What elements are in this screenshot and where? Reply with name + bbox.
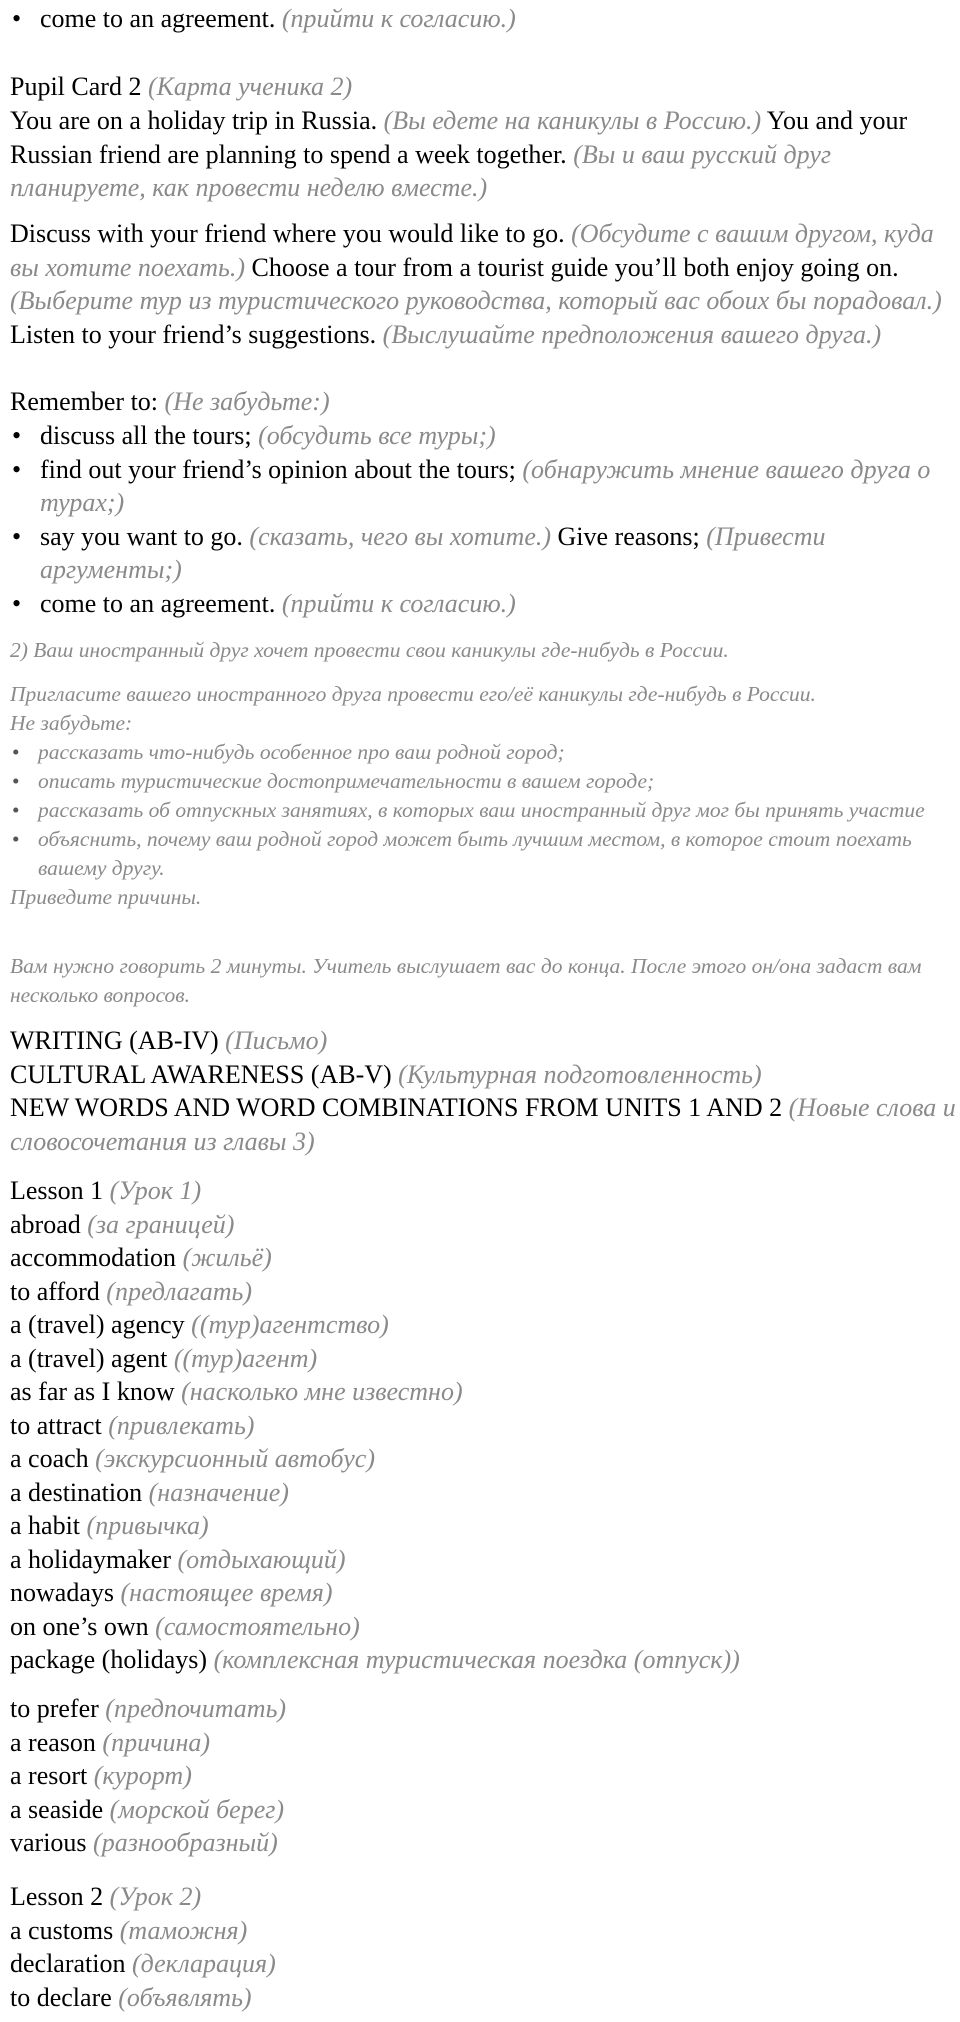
word-ru: (настоящее время) [120,1578,333,1607]
lesson-title-ru: (Урок 2) [109,1882,202,1911]
list-item: • рассказать об отпускных занятиях, в которых ваш иностранный друг мог бы принять участие [10,796,958,825]
word-en: accommodation [10,1243,177,1272]
word-ru: (жильё) [182,1243,272,1272]
word-en: declaration [10,1949,126,1978]
task2-remember: Не забудьте: [10,711,133,735]
card-title-ru: (Карта ученика 2) [147,72,353,101]
word-ru: (причина) [102,1727,211,1757]
bullet-ru: (обнаружить мнение вашего друга о турах;) [40,454,931,517]
top-bullet-ru: (прийти к согласию.) [281,4,516,33]
word-en: various [10,1828,87,1857]
list-item [10,1308,958,1342]
word-ru: ((тур)агент) [173,1343,318,1373]
word-ru: (разнообразный) [93,1828,278,1857]
word-en: a (travel) agent [10,1343,168,1373]
bullet-ru: (прийти к согласию.) [281,588,516,618]
card-p2-s1-ru: (Обсудите с вашим другом, куда вы хотите поехать.) [10,219,934,282]
word-ru: (комплексная туристическая поездка (отпуск)) [213,1645,740,1674]
lesson2-title [10,1880,958,1914]
card-paragraph-1 [10,104,958,205]
card-title-en: Pupil Card 2 [10,72,142,101]
word-en: package (holidays) [10,1645,208,1674]
card-p2-s3-ru: (Выслушайте предположения вашего друга.) [382,319,882,349]
lesson1-title [10,1174,958,1208]
word-ru: (отдыхающий) [177,1544,346,1574]
lesson-title-en: Lesson 1 [10,1176,104,1205]
word-ru: (таможня) [119,1915,248,1945]
list-item [10,1726,958,1760]
pupil-card-title [10,70,958,104]
card-p1-s1-en: You are on a holiday trip in Russia. [10,106,378,135]
list-item [10,1476,958,1510]
card-p1-s2-ru: (Вы и ваш русский друг планируете, как провести неделю вместе.) [10,139,832,202]
word-en: abroad [10,1209,81,1239]
lesson1-list-cont [10,1692,958,1860]
card-remember-en: Remember to: [10,387,159,416]
word-ru: (привычка) [86,1511,209,1540]
list-item [10,1826,958,1860]
list-item [10,587,958,621]
section-en: CULTURAL AWARENESS (AB-V) [10,1059,392,1089]
list-item [10,1643,958,1677]
section-en: WRITING (AB-IV) [10,1026,219,1055]
card-p2-s2-en: Choose a tour from a tourist guide you’ll both enjoy going on. [251,252,899,282]
task2-heading: 2) Ваш иностранный друг хочет провести свои каникулы где-нибудь в России. [10,638,729,662]
word-en: a (travel) agency [10,1310,185,1339]
section-cultural [10,1058,958,1092]
bullet-en: say you want to go. [40,521,243,551]
word-ru: (объявлять) [118,1982,252,2012]
lesson1-list [10,1174,958,1677]
lesson2-list [10,1880,958,2014]
list-item [10,1509,958,1543]
word-en: a resort [10,1761,88,1790]
list-item: • описать туристические достопримечательности в вашем городе; [10,767,958,796]
list-item [10,1576,958,1610]
word-ru: (назначение) [148,1477,289,1507]
list-item [10,1793,958,1827]
word-ru: (привлекать) [108,1410,255,1440]
list-item [10,1241,958,1275]
section-ru: (Культурная подготовленность) [398,1059,762,1089]
lesson-title-ru: (Урок 1) [109,1176,202,1205]
list-item [10,1275,958,1309]
word-en: to prefer [10,1694,99,1723]
word-ru: (декларация) [132,1949,276,1978]
word-en: a customs [10,1915,114,1945]
top-bullet [10,2,960,36]
list-item [10,419,958,453]
bullet-ru-2: (Привести аргументы;) [40,521,826,584]
word-en: a seaside [10,1794,104,1824]
word-ru: (морской берег) [109,1794,285,1824]
task2-reasons: Приведите причины. [10,885,202,909]
card-p2-s1-en: Discuss with your friend where you would like to go. [10,219,565,248]
word-en: a holidaymaker [10,1544,171,1574]
list-item: • объяснить, почему ваш родной город может быть лучшим местом, в которое стоит поехать вашему другу. [10,825,958,883]
bullet-en: discuss all the tours; [40,421,252,450]
word-ru: ((тур)агентство) [191,1310,389,1339]
word-en: to afford [10,1276,100,1306]
word-ru: (предпочитать) [105,1694,287,1723]
bullet-en: find out your friend’s opinion about the tours; [40,454,516,484]
word-en: on one’s own [10,1611,149,1641]
bullet-ru: (обсудить все туры;) [258,421,496,450]
list-item [10,1442,958,1476]
card-bullet-list [10,419,958,620]
card-paragraph-2 [10,217,958,351]
word-en: to attract [10,1410,102,1440]
word-en: nowadays [10,1578,114,1607]
list-item [10,1409,958,1443]
word-ru: (самостоятельно) [155,1611,360,1641]
word-en: to declare [10,1982,112,2012]
section-headings [10,1024,958,1158]
section-ru: (Письмо) [225,1026,328,1055]
task2-intro: Пригласите вашего иностранного друга провести его/её каникулы где-нибудь в России. [10,682,816,706]
bullet-ru: (сказать, чего вы хотите.) [249,521,552,551]
list-item [10,453,958,520]
word-en: a coach [10,1444,89,1473]
word-en: a reason [10,1727,96,1757]
section-writing [10,1024,958,1058]
bullet-en: come to an agreement. [40,588,276,618]
list-item [10,1947,958,1981]
card-p2-s3-en: Listen to your friend’s suggestions. [10,319,377,349]
word-ru: (экскурсионный автобус) [95,1444,376,1473]
list-item [10,1375,958,1409]
card-p2-s2-ru: (Выберите тур из туристического руководства, который вас обоих бы порадовал.) [10,286,942,315]
list-item [10,1342,958,1376]
section-en: NEW WORDS AND WORD COMBINATIONS FROM UNITS 1 AND 2 [10,1093,783,1122]
top-bullet-en: come to an agreement. [40,4,276,33]
list-item [10,1981,958,2015]
card-p1-s1-ru: (Вы едете на каникулы в Россию.) [383,106,762,135]
word-en: as far as I know [10,1377,175,1406]
section-ru: (Новые слова и словосочетания из главы 3) [10,1093,956,1156]
word-en: a destination [10,1477,143,1507]
task2-body [10,680,958,912]
word-ru: (насколько мне известно) [181,1377,463,1406]
list-item [10,1914,958,1948]
list-item [10,1759,958,1793]
list-item: • рассказать что-нибудь особенное про ваш родной город; [10,738,958,767]
list-item [10,1692,958,1726]
word-en: a habit [10,1511,81,1540]
task2-timing: Вам нужно говорить 2 минуты. Учитель выслушает вас до конца. После этого он/она задаст вам несколько вопросов. [10,954,922,1007]
card-remember [10,385,958,419]
word-ru: (за границей) [87,1209,235,1239]
word-ru: (предлагать) [106,1276,253,1306]
list-item [10,1610,958,1644]
list-item [10,1208,958,1242]
section-new-words [10,1091,958,1158]
list-item [10,520,958,587]
card-p1-s2-en: You and your Russian friend are planning to spend a week together. [10,106,908,169]
list-item [10,1543,958,1577]
word-ru: (курорт) [93,1761,192,1790]
bullet-en-2: Give reasons; [557,521,700,551]
card-remember-ru: (Не забудьте:) [164,387,330,416]
lesson-title-en: Lesson 2 [10,1882,104,1911]
